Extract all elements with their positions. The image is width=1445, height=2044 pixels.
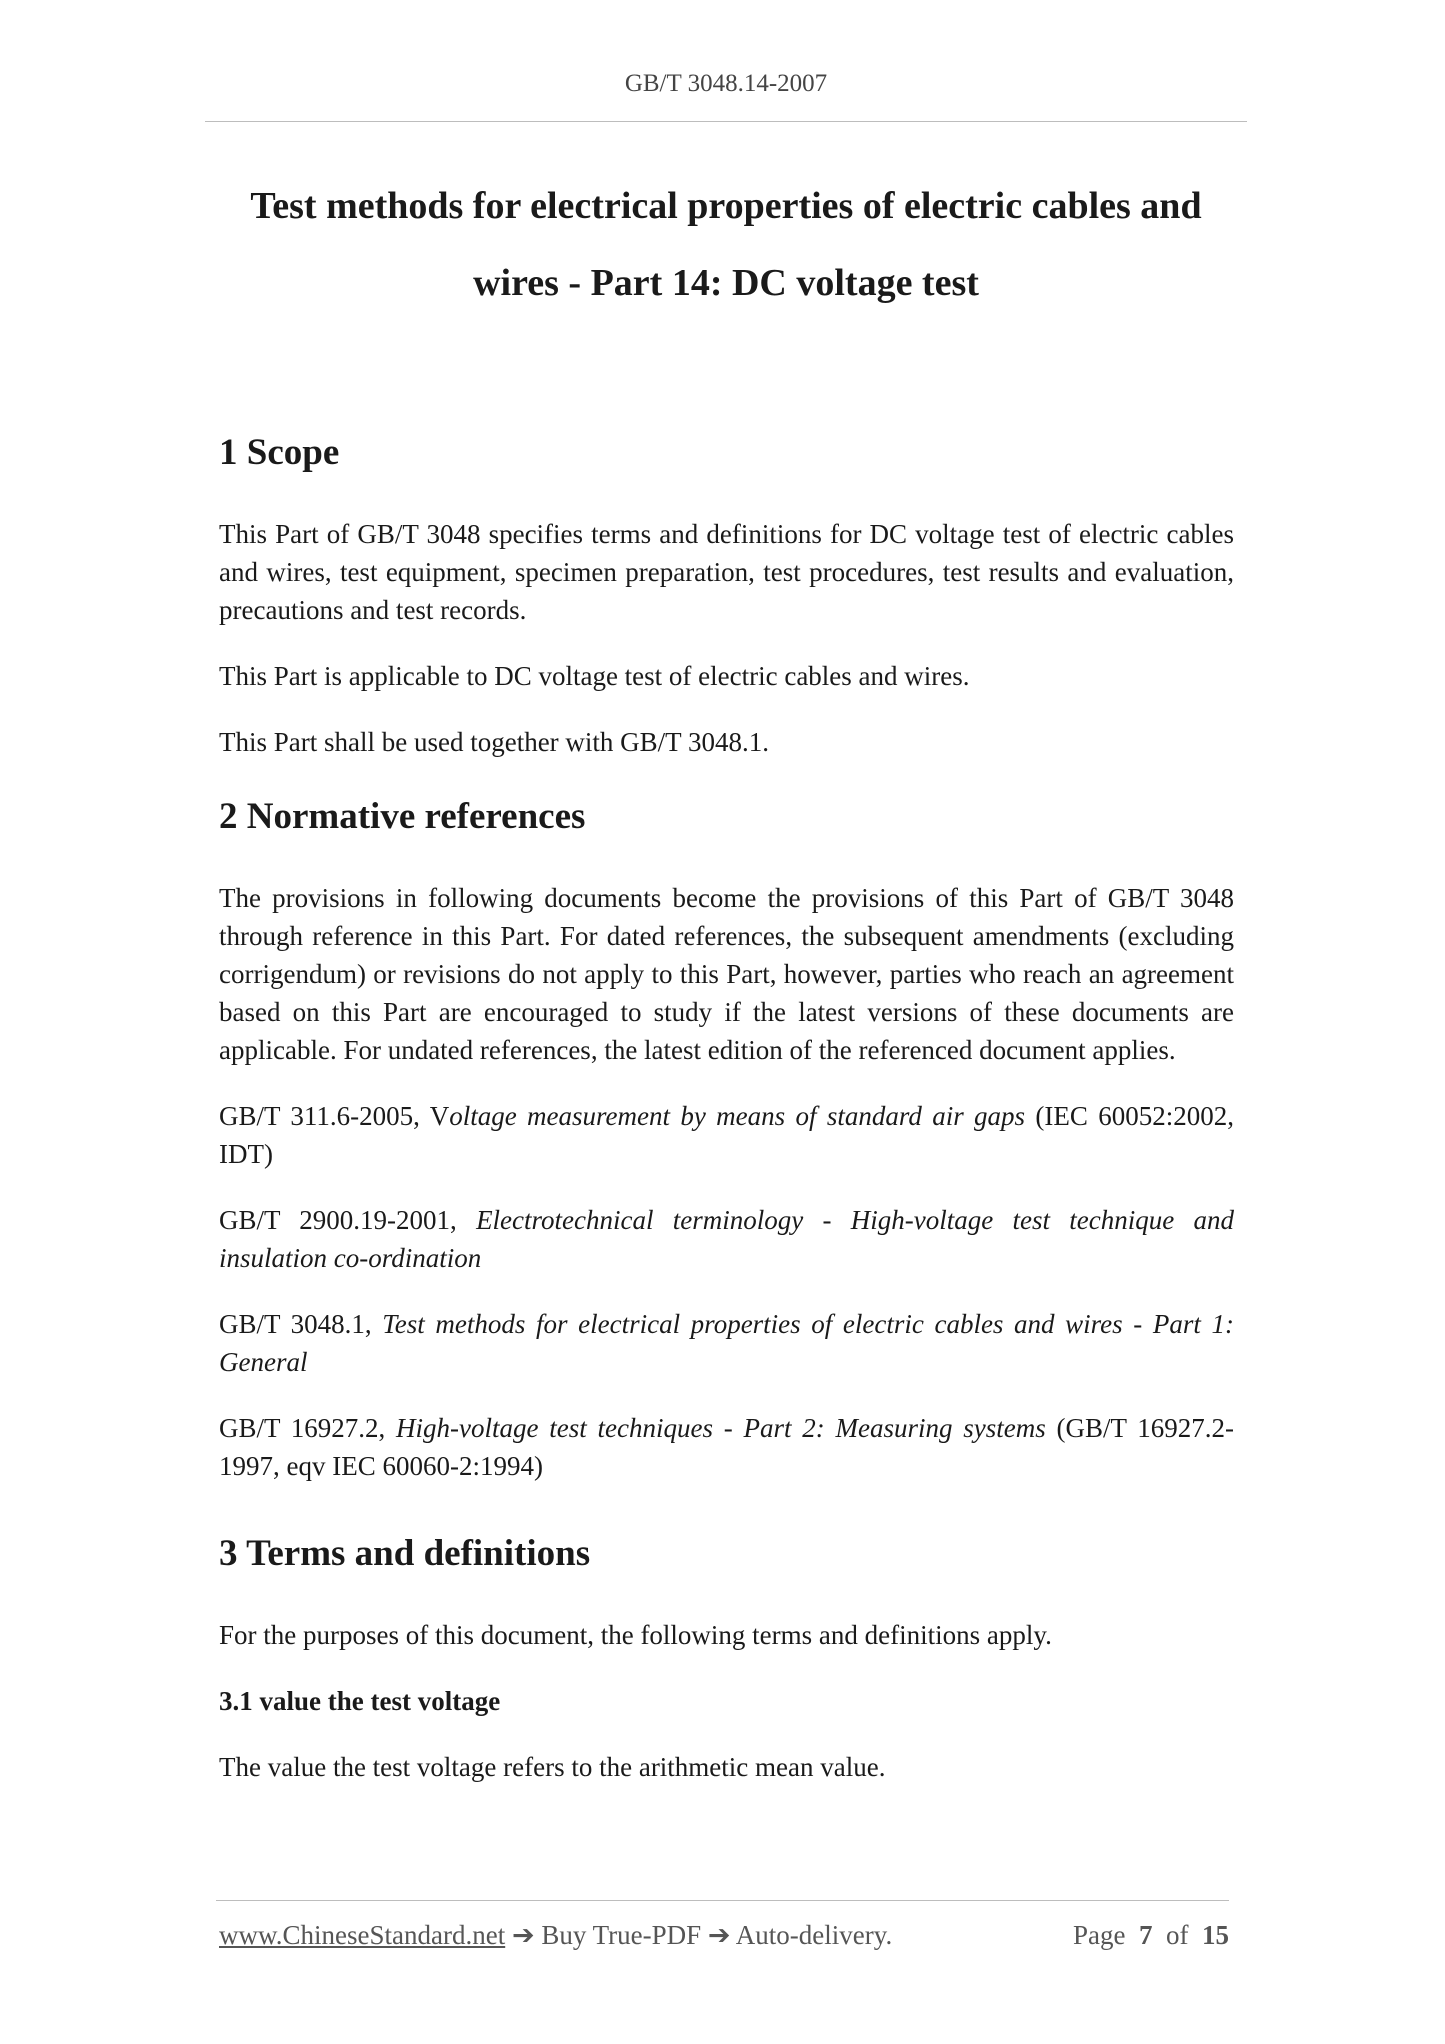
buy-true-pdf-link[interactable]: Buy True-PDF (541, 1920, 702, 1950)
arrow-right-icon: ➔ (707, 1920, 731, 1950)
scope-paragraph-2: This Part is applicable to DC voltage test of electric cables and wires. (219, 661, 970, 691)
reference-code: GB/T 2900.19-2001, (219, 1205, 477, 1235)
scope-paragraph-1: This Part of GB/T 3048 specifies terms and definitions for DC voltage test of electric cables and wires, test equipment, specimen preparation, test procedures, test results and evaluation, precautions and test records. (219, 519, 1234, 625)
section-heading-scope: 1 Scope (219, 432, 340, 473)
term-definition: The value the test voltage refers to the arithmetic mean value. (219, 1752, 886, 1782)
section-heading-normative-references: 2 Normative references (219, 796, 586, 837)
reference-title: Test methods for electrical properties of electric cables and wires - Part 1: General (219, 1309, 1235, 1377)
page-indicator (1073, 1920, 1229, 1951)
page-label: Page (1073, 1920, 1126, 1950)
term-heading: 3.1 value the test voltage (219, 1686, 501, 1716)
reference-item (219, 1201, 1234, 1277)
reference-code: GB/T 311.6-2005, V (219, 1101, 450, 1131)
of-label: of (1166, 1920, 1189, 1950)
reference-code: GB/T 16927.2, (219, 1413, 397, 1443)
reference-title: High-voltage test techniques - Part 2: Measuring systems (396, 1413, 1046, 1443)
terms-intro-paragraph: For the purposes of this document, the following terms and definitions apply. (219, 1620, 1052, 1650)
page-title (205, 168, 1247, 322)
arrow-right-icon: ➔ (511, 1920, 535, 1950)
footer-divider (216, 1900, 1229, 1901)
page-footer (219, 1920, 1229, 1951)
document-body (219, 430, 1234, 1786)
scope-paragraph-3: This Part shall be used together with GB/T 3048.1. (219, 727, 769, 757)
reference-item (219, 1097, 1234, 1173)
reference-title: oltage measurement by means of standard air gaps (449, 1101, 1026, 1131)
website-link[interactable]: www.ChineseStandard.net (219, 1920, 506, 1950)
reference-note: (IEC 60052:2002, IDT) (219, 1101, 1234, 1169)
footer-left (219, 1920, 892, 1950)
reference-note: (GB/T 16927.2-1997, eqv IEC 60060-2:1994) (219, 1413, 1234, 1481)
auto-delivery-text: Auto-delivery. (735, 1920, 893, 1950)
title-line-2: wires - Part 14: DC voltage test (473, 262, 979, 304)
header-divider (205, 121, 1247, 122)
document-number-header: GB/T 3048.14-2007 (624, 70, 828, 97)
section-heading-terms-definitions: 3 Terms and definitions (219, 1533, 591, 1574)
reference-title: Electrotechnical terminology - High-voltage test technique and insulation co-ordination (219, 1205, 1234, 1273)
current-page-number: 7 (1139, 1920, 1153, 1950)
reference-item (219, 1409, 1234, 1485)
title-line-1: Test methods for electrical properties of electric cables and (250, 185, 1202, 227)
normative-intro-paragraph: The provisions in following documents become the provisions of this Part of GB/T 3048 through reference in this Part. For dated references, the subsequent amendments (excluding corrigendum) or revisions do not apply to this Part, however, parties who reach an agreement based on this Part are encouraged to study if the latest versions of these documents are applicable. For undated references, the latest edition of the referenced document applies. (219, 883, 1234, 1065)
reference-code: GB/T 3048.1, (219, 1309, 383, 1339)
total-pages-number: 15 (1202, 1920, 1229, 1950)
reference-item (219, 1305, 1234, 1381)
